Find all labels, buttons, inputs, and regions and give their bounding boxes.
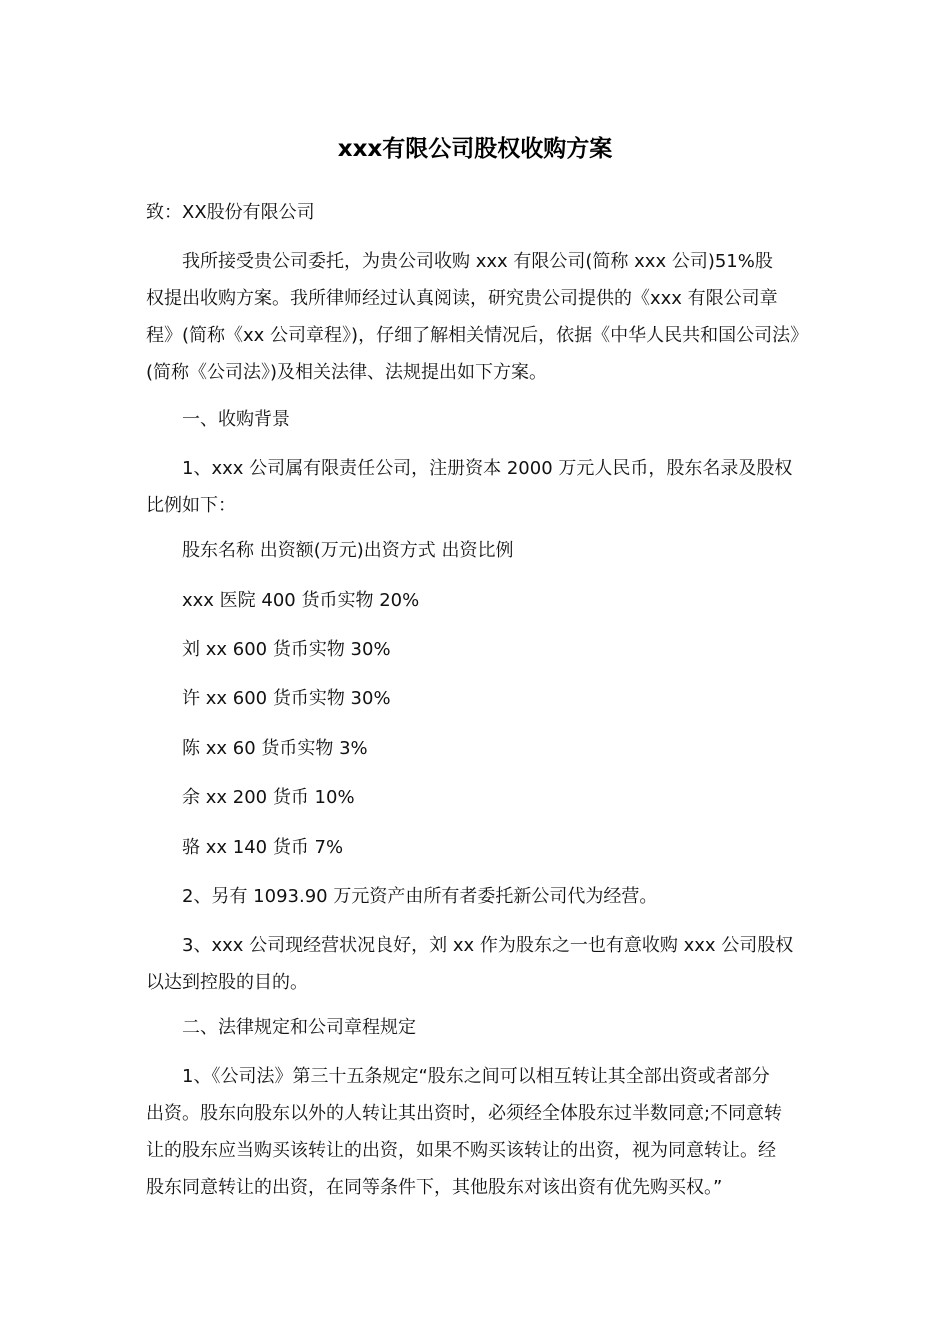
intro-line: (简称《公司法》)及相关法律、法规提出如下方案。	[146, 362, 548, 383]
law-1-line: 股东同意转让的出资，在同等条件下，其他股东对该出资有优先购买权。”	[146, 1177, 723, 1198]
item-3-paragraph	[146, 927, 814, 1001]
intro-line: 权提出收购方案。我所律师经过认真阅读，研究贵公司提供的《xxx 有限公司章	[146, 288, 778, 309]
item-3-line: 以达到控股的目的。	[146, 972, 308, 993]
shareholder-row: 刘 xx 600 货币实物 30%	[182, 639, 391, 660]
document-title: xxx有限公司股权收购方案	[337, 136, 613, 162]
section-heading-background: 一、收购背景	[182, 409, 290, 430]
item-2-paragraph: 2、另有 1093.90 万元资产由所有者委托新公司代为经营。	[182, 886, 658, 907]
law-1-line: 让的股东应当购买该转让的出资，如果不购买该转让的出资，视为同意转让。经	[146, 1140, 776, 1161]
item-1-paragraph	[146, 450, 814, 524]
law-1-line: 1、《公司法》第三十五条规定“股东之间可以相互转让其全部出资或者部分	[182, 1066, 770, 1087]
section-heading-legal: 二、法律规定和公司章程规定	[182, 1017, 416, 1038]
intro-paragraph	[146, 243, 814, 391]
item-1-line: 1、xxx 公司属有限责任公司，注册资本 2000 万元人民币，股东名录及股权	[182, 458, 793, 479]
shareholder-row: 许 xx 600 货币实物 30%	[182, 688, 391, 709]
item-3-line: 3、xxx 公司现经营状况良好，刘 xx 作为股东之一也有意收购 xxx 公司股权	[182, 935, 794, 956]
intro-line: 我所接受贵公司委托，为贵公司收购 xxx 有限公司(简称 xxx 公司)51%股	[182, 251, 773, 272]
intro-line: 程》(简称《xx 公司章程》)，仔细了解相关情况后，依据《中华人民共和国公司法》	[146, 325, 809, 346]
shareholder-row: 骆 xx 140 货币 7%	[182, 837, 344, 858]
shareholder-row: 余 xx 200 货币 10%	[182, 787, 355, 808]
shareholder-row: xxx 医院 400 货币实物 20%	[182, 590, 420, 611]
item-1-line: 比例如下：	[146, 495, 236, 516]
shareholder-table-header: 股东名称 出资额(万元)出资方式 出资比例	[182, 540, 514, 561]
shareholder-row: 陈 xx 60 货币实物 3%	[182, 738, 368, 759]
salutation: 致：XX股份有限公司	[146, 202, 315, 223]
law-1-line: 出资。股东向股东以外的人转让其出资时，必须经全体股东过半数同意;不同意转	[146, 1103, 783, 1124]
law-1-paragraph	[146, 1058, 814, 1206]
